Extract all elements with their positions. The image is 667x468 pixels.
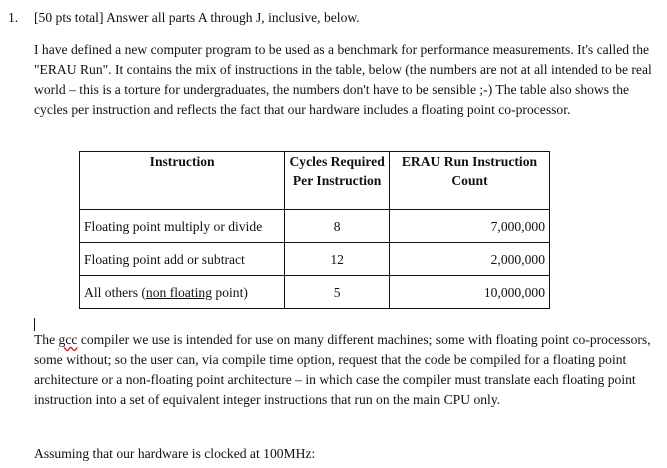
question-number: 1. xyxy=(8,10,19,25)
instruction-mix-table xyxy=(79,151,550,309)
header-count: ERAU Run Instruction Count xyxy=(389,152,549,210)
count-cell: 10,000,000 xyxy=(389,276,549,309)
spellcheck-word[interactable]: gcc xyxy=(58,332,78,347)
count-cell: 2,000,000 xyxy=(389,243,549,276)
table-row xyxy=(80,210,550,243)
count-cell: 7,000,000 xyxy=(389,210,549,243)
table-header-row xyxy=(80,152,550,210)
cycles-cell: 12 xyxy=(285,243,390,276)
table-row xyxy=(80,243,550,276)
compiler-pre: The xyxy=(34,332,59,347)
cycles-cell: 5 xyxy=(285,276,390,309)
instruction-cell: Floating point multiply or divide xyxy=(80,210,285,243)
assumption-paragraph: Assuming that our hardware is clocked at 100MHz: xyxy=(34,446,316,461)
instruction-marked: non floating xyxy=(145,284,212,300)
table-row xyxy=(80,276,550,309)
instruction-cell xyxy=(80,276,285,309)
header-instruction: Instruction xyxy=(80,152,285,210)
cycles-cell: 8 xyxy=(285,210,390,243)
instruction-cell: Floating point add or subtract xyxy=(80,243,285,276)
header-cycles: Cycles Required Per Instruction xyxy=(285,152,390,210)
instruction-suffix: point) xyxy=(212,284,248,300)
compiler-paragraph xyxy=(34,330,662,410)
intro-paragraph: I have defined a new computer program to be used as a benchmark for performance measurements. It's called the "ERAU Run". It contains the mix of instructions in the table, below (the numbers are not at all intended to be real world – this is a torture for undergraduates, the numbers don't have to be sensible ;-) The table also shows the cycles per instruction and reflects the fact that our hardware includes a floating point co-processor. xyxy=(34,42,652,117)
instruction-prefix: All others ( xyxy=(84,284,146,300)
question-header xyxy=(8,8,658,28)
compiler-post: compiler we use is intended for use on many different machines; some with floating point co-processors, some without; so the user can, via compile time option, request that the code be compiled for a floating point architecture or a non-floating point architecture – in which case the compiler must translate each floating point instruction into a set of equivalent integer instructions that run on the main CPU only. xyxy=(34,332,651,407)
question-header-text: [50 pts total] Answer all parts A through J, inclusive, below. xyxy=(34,10,360,25)
